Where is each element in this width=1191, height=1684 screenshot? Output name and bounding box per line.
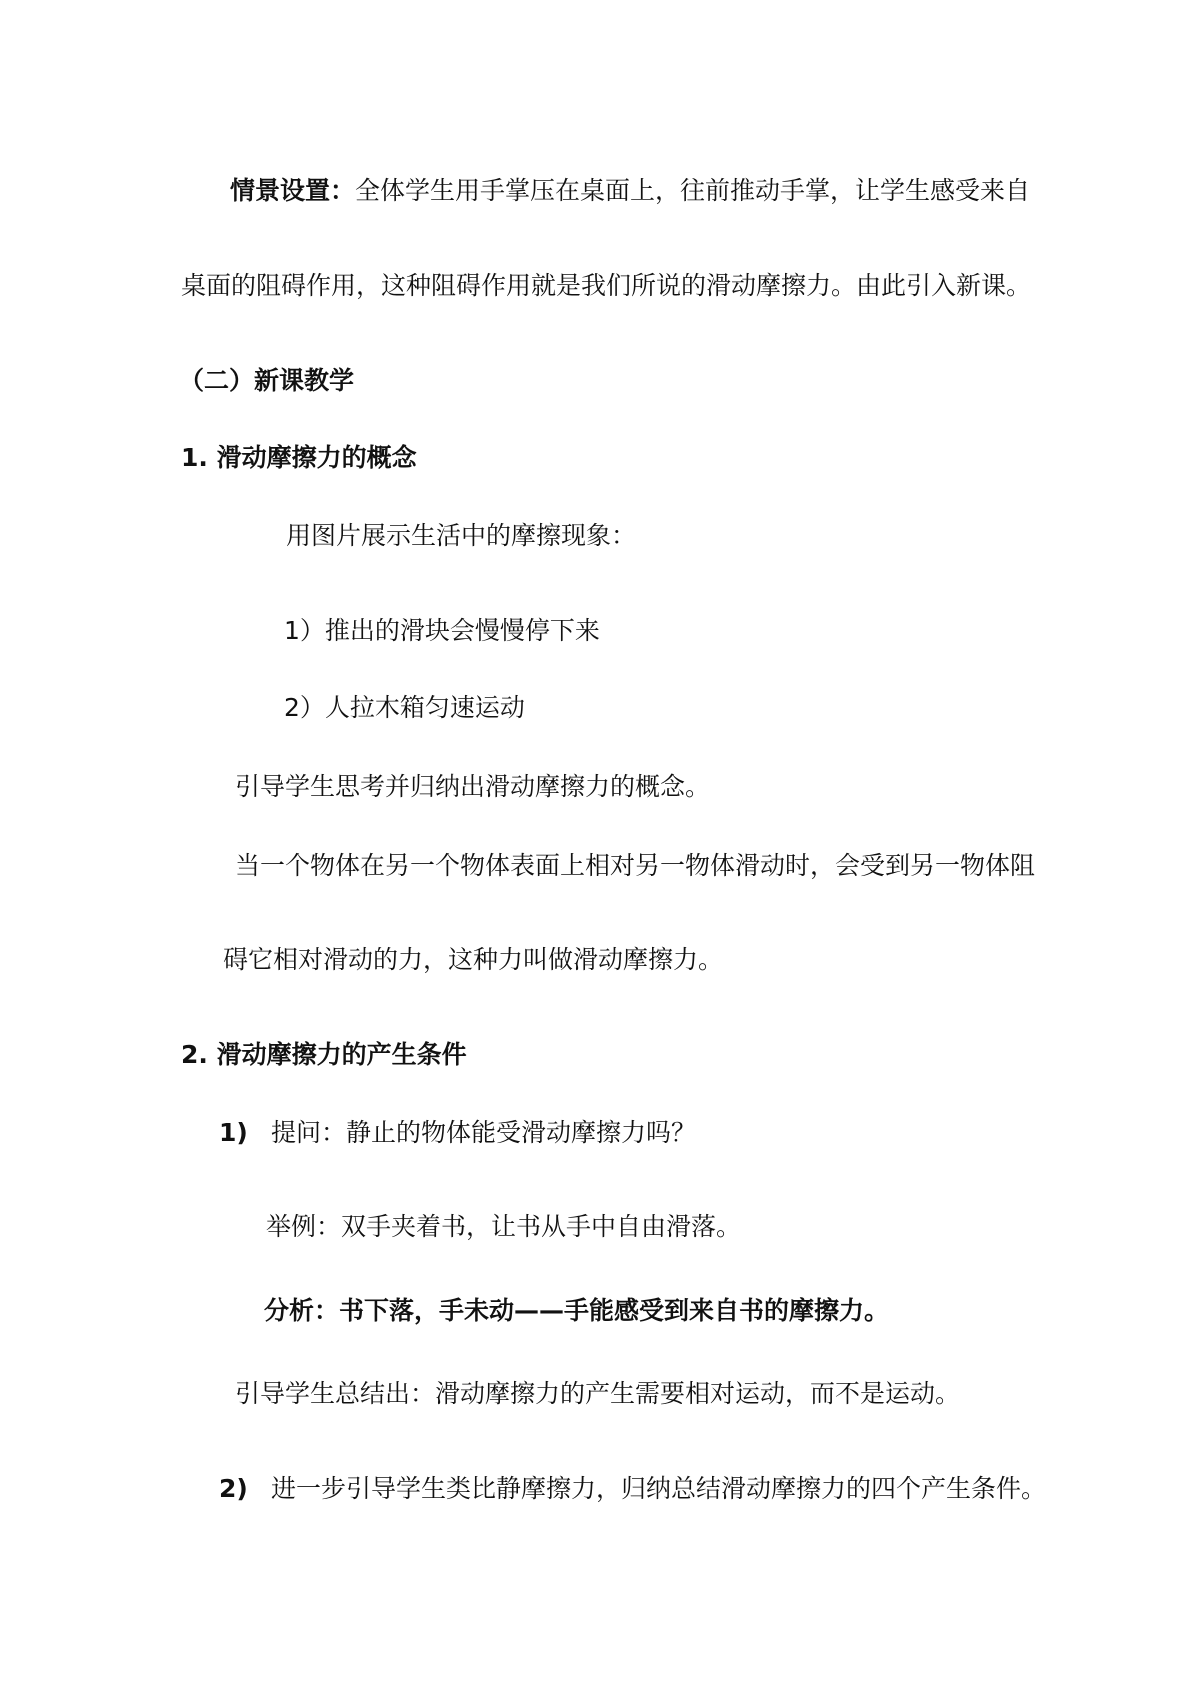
scene-text-line1: 全体学生用手掌压在桌面上，往前推动手掌，让学生感受来自: [355, 176, 1031, 205]
part2-item2: [219, 1472, 1046, 1506]
part2-item1: [219, 1116, 696, 1150]
part2-analysis: 分析：书下落，手未动——手能感受到来自书的摩擦力。: [264, 1296, 890, 1325]
part2-item2-text: 进一步引导学生类比静摩擦力，归纳总结滑动摩擦力的四个产生条件。: [271, 1474, 1047, 1503]
part1-guide: 引导学生思考并归纳出滑动摩擦力的概念。: [235, 772, 711, 801]
part2-summary: 引导学生总结出：滑动摩擦力的产生需要相对运动，而不是运动。: [235, 1379, 961, 1408]
part1-definition-line2: 碍它相对滑动的力，这种力叫做滑动摩擦力。: [223, 945, 724, 974]
part1-example-1: 1）推出的滑块会慢慢停下来: [284, 616, 600, 645]
part2-item2-number: 2): [219, 1474, 248, 1503]
part2-example: 举例：双手夹着书，让书从手中自由滑落。: [266, 1212, 742, 1241]
scene-paragraph-line1: [230, 174, 1030, 208]
section-title: （二）新课教学: [179, 366, 355, 395]
part2-item1-text: 提问：静止的物体能受滑动摩擦力吗？: [271, 1118, 697, 1147]
part2-heading: 2. 滑动摩擦力的产生条件: [181, 1040, 467, 1069]
part1-intro: 用图片展示生活中的摩擦现象：: [286, 521, 637, 550]
part1-definition-line1: 当一个物体在另一个物体表面上相对另一物体滑动时，会受到另一物体阻: [235, 851, 1036, 880]
part1-example-2: 2）人拉木箱匀速运动: [284, 693, 525, 722]
part1-heading: 1. 滑动摩擦力的概念: [181, 443, 417, 472]
scene-label: 情景设置：: [230, 176, 356, 205]
part2-item1-number: 1): [219, 1118, 248, 1147]
scene-text-line2: 桌面的阻碍作用，这种阻碍作用就是我们所说的滑动摩擦力。由此引入新课。: [181, 271, 1032, 300]
